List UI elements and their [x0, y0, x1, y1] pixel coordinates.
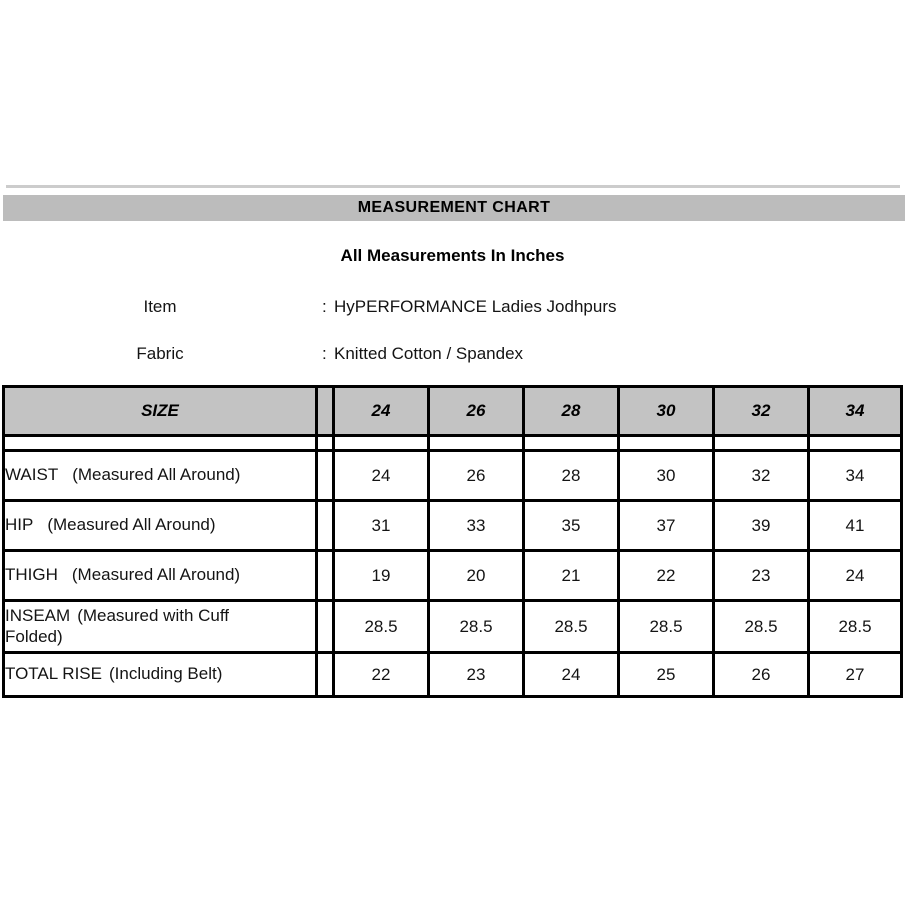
measurement-value: 28.5	[809, 601, 902, 653]
measurement-name: HIP	[5, 515, 34, 535]
spacer-cell	[4, 436, 317, 451]
item-label: Item	[143, 297, 177, 316]
spacer-row	[4, 436, 902, 451]
measurement-value: 27	[809, 653, 902, 697]
table-row-hip	[4, 501, 902, 551]
measurement-label-cell	[4, 601, 317, 653]
measurement-value: 25	[619, 653, 714, 697]
measurement-value: 28.5	[334, 601, 429, 653]
measurement-value: 33	[429, 501, 524, 551]
gap-cell	[317, 551, 334, 601]
gap-cell	[317, 501, 334, 551]
page-title: MEASUREMENT CHART	[357, 199, 551, 216]
size-col-34: 34	[809, 387, 902, 436]
measurement-value: 35	[524, 501, 619, 551]
chart-title-bar	[3, 195, 905, 221]
measurement-value: 30	[619, 451, 714, 501]
measurement-value: 28.5	[429, 601, 524, 653]
measurement-value: 41	[809, 501, 902, 551]
measurement-note: (Measured All Around)	[47, 515, 216, 535]
measurement-name: TOTAL RISE	[5, 664, 102, 684]
spacer-cell	[317, 436, 334, 451]
size-header-row	[4, 387, 902, 436]
measurement-value: 22	[619, 551, 714, 601]
item-value: HyPERFORMANCE Ladies Jodhpurs	[334, 297, 617, 316]
measurement-value: 34	[809, 451, 902, 501]
table-row-waist	[4, 451, 902, 501]
spacer-cell	[429, 436, 524, 451]
measurement-value: 24	[809, 551, 902, 601]
measurement-value: 28.5	[524, 601, 619, 653]
gap-cell	[317, 387, 334, 436]
measurement-note: (Measured with Cuff Folded)	[5, 606, 229, 646]
measurement-value: 21	[524, 551, 619, 601]
fabric-value: Knitted Cotton / Spandex	[334, 344, 524, 363]
measurement-value: 19	[334, 551, 429, 601]
measurement-value: 28.5	[619, 601, 714, 653]
size-header-label: SIZE	[4, 387, 317, 436]
measurement-value: 23	[714, 551, 809, 601]
measurement-name: THIGH	[5, 565, 58, 585]
divider-line	[6, 185, 900, 188]
measurement-value: 39	[714, 501, 809, 551]
measurement-name: WAIST	[5, 465, 59, 485]
size-col-30: 30	[619, 387, 714, 436]
measurement-label-cell	[4, 551, 317, 601]
measurement-value: 28	[524, 451, 619, 501]
gap-cell	[317, 601, 334, 653]
measurement-label-cell	[4, 653, 317, 697]
spacer-cell	[619, 436, 714, 451]
spacer-cell	[524, 436, 619, 451]
size-col-26: 26	[429, 387, 524, 436]
measurement-value: 24	[334, 451, 429, 501]
measurement-value: 28.5	[714, 601, 809, 653]
measurement-value: 22	[334, 653, 429, 697]
measurement-value: 20	[429, 551, 524, 601]
size-col-24: 24	[334, 387, 429, 436]
gap-cell	[317, 653, 334, 697]
measurement-value: 24	[524, 653, 619, 697]
size-measurement-table	[2, 385, 903, 698]
measurement-value: 32	[714, 451, 809, 501]
table-row-inseam	[4, 601, 902, 653]
table-row-total-rise	[4, 653, 902, 697]
measurement-note: (Measured All Around)	[71, 565, 241, 585]
measurement-value: 31	[334, 501, 429, 551]
gap-cell	[317, 451, 334, 501]
measurement-name: INSEAM	[5, 606, 71, 626]
spacer-cell	[714, 436, 809, 451]
measurement-label-cell	[4, 451, 317, 501]
chart-subtitle: All Measurements In Inches	[340, 246, 565, 265]
measurement-value: 26	[714, 653, 809, 697]
fabric-label: Fabric	[136, 344, 184, 363]
size-col-28: 28	[524, 387, 619, 436]
measurement-value: 37	[619, 501, 714, 551]
item-colon: :	[322, 297, 327, 316]
spacer-cell	[809, 436, 902, 451]
measurement-label-cell	[4, 501, 317, 551]
fabric-colon: :	[322, 344, 327, 363]
measurement-note: (Measured All Around)	[72, 465, 241, 485]
measurement-value: 26	[429, 451, 524, 501]
table-row-thigh	[4, 551, 902, 601]
item-info-row	[0, 297, 905, 317]
measurement-note: (Including Belt)	[109, 664, 223, 684]
spacer-cell	[334, 436, 429, 451]
size-col-32: 32	[714, 387, 809, 436]
fabric-info-row	[0, 344, 905, 364]
measurement-value: 23	[429, 653, 524, 697]
